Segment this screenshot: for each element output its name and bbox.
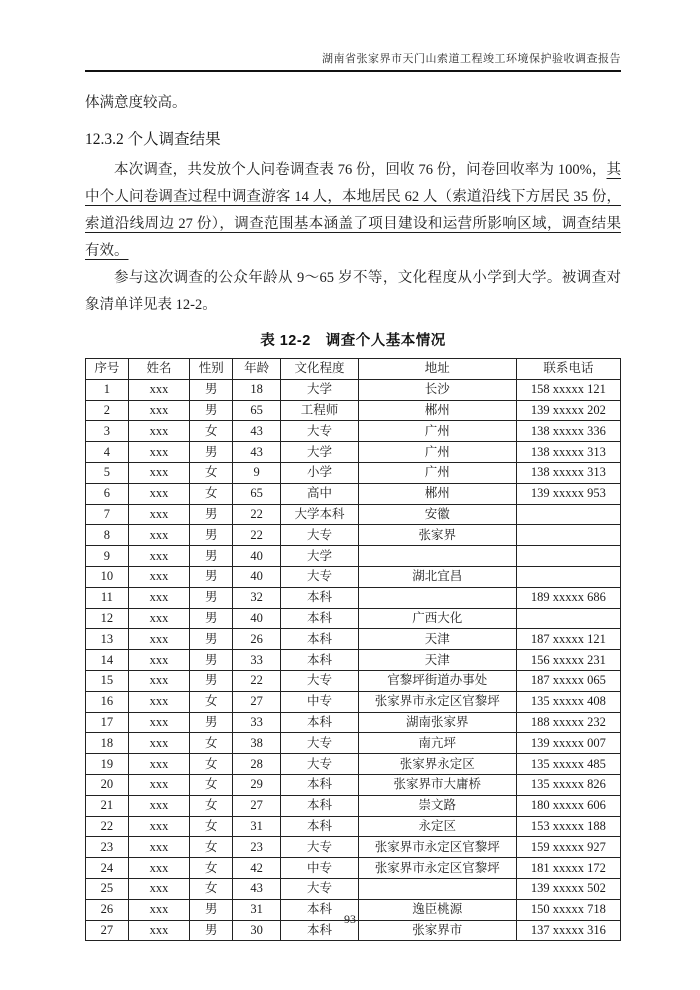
paragraph-survey-summary-normal: 本次调查，共发放个人问卷调查表 76 份，回收 76 份，问卷回收率为 100%， — [114, 162, 607, 178]
table-cell: 15 — [86, 670, 129, 691]
table-cell: xxx — [128, 712, 190, 733]
table-cell: 12 — [86, 608, 129, 629]
table-cell: 男 — [190, 650, 233, 671]
table-cell: 43 — [233, 878, 281, 899]
table-cell: xxx — [128, 816, 190, 837]
table-cell: 24 — [86, 858, 129, 879]
table-cell: 1 — [86, 379, 129, 400]
table-cell: xxx — [128, 608, 190, 629]
table-cell: xxx — [128, 442, 190, 463]
table-cell: xxx — [128, 858, 190, 879]
page-number: 93 — [344, 912, 356, 926]
table-cell: 男 — [190, 546, 233, 567]
table-cell: 22 — [233, 670, 281, 691]
table-cell: 小学 — [281, 462, 359, 483]
table-cell: 27 — [233, 795, 281, 816]
table-cell: 男 — [190, 525, 233, 546]
table-cell: 7 — [86, 504, 129, 525]
table-cell: 18 — [233, 379, 281, 400]
running-header: 湖南省张家界市天门山索道工程竣工环境保护验收调查报告 — [322, 53, 621, 65]
table-header-cell: 姓名 — [128, 359, 190, 380]
table-cell: 崇文路 — [358, 795, 516, 816]
table-cell: 广州 — [358, 462, 516, 483]
table-cell: 135 xxxxx 826 — [516, 774, 620, 795]
table-cell: 23 — [233, 837, 281, 858]
table-cell: xxx — [128, 920, 190, 941]
table-cell: 18 — [86, 733, 129, 754]
table-cell: xxx — [128, 421, 190, 442]
table-cell — [516, 504, 620, 525]
table-cell: 153 xxxxx 188 — [516, 816, 620, 837]
section-heading: 12.3.2 个人调查结果 — [85, 131, 221, 148]
table-cell — [358, 587, 516, 608]
table-row — [86, 629, 621, 650]
table-cell: 135 xxxxx 485 — [516, 754, 620, 775]
table-cell: 27 — [86, 920, 129, 941]
table-cell: 女 — [190, 837, 233, 858]
table-cell: xxx — [128, 670, 190, 691]
table-cell: 22 — [233, 504, 281, 525]
table-cell: 本科 — [281, 774, 359, 795]
table-row — [86, 670, 621, 691]
table-row — [86, 691, 621, 712]
table-cell: 31 — [233, 816, 281, 837]
table-row — [86, 650, 621, 671]
table-cell: 男 — [190, 608, 233, 629]
table-cell: 138 xxxxx 313 — [516, 442, 620, 463]
table-cell: 5 — [86, 462, 129, 483]
table-cell: 中专 — [281, 691, 359, 712]
table-cell: 31 — [233, 899, 281, 920]
table-cell: 女 — [190, 774, 233, 795]
table-cell: xxx — [128, 546, 190, 567]
table-cell: 长沙 — [358, 379, 516, 400]
table-cell: xxx — [128, 878, 190, 899]
table-cell: 9 — [233, 462, 281, 483]
table-cell: 男 — [190, 587, 233, 608]
table-cell: 19 — [86, 754, 129, 775]
table-cell: 大学 — [281, 379, 359, 400]
table-cell: 33 — [233, 712, 281, 733]
table-cell: 大专 — [281, 421, 359, 442]
table-header-cell: 性别 — [190, 359, 233, 380]
table-cell: 181 xxxxx 172 — [516, 858, 620, 879]
table-cell: 27 — [233, 691, 281, 712]
table-cell: 张家界永定区 — [358, 754, 516, 775]
table-cell: 女 — [190, 878, 233, 899]
table-cell: 40 — [233, 566, 281, 587]
table-row — [86, 379, 621, 400]
table-cell: 官黎坪街道办事处 — [358, 670, 516, 691]
table-cell: 150 xxxxx 718 — [516, 899, 620, 920]
table-cell: 张家界市永定区官黎坪 — [358, 837, 516, 858]
table-row — [86, 442, 621, 463]
table-cell — [516, 525, 620, 546]
table-cell: 天津 — [358, 650, 516, 671]
table-row — [86, 774, 621, 795]
table-cell: 天津 — [358, 629, 516, 650]
table-cell: 女 — [190, 691, 233, 712]
table-cell: 本科 — [281, 650, 359, 671]
table-cell: 本科 — [281, 816, 359, 837]
table-cell: 22 — [233, 525, 281, 546]
table-row — [86, 462, 621, 483]
table-cell: 女 — [190, 483, 233, 504]
table-cell: xxx — [128, 733, 190, 754]
table-cell: 16 — [86, 691, 129, 712]
table-row — [86, 712, 621, 733]
table-cell: 11 — [86, 587, 129, 608]
table-cell: 本科 — [281, 899, 359, 920]
table-cell: xxx — [128, 400, 190, 421]
header-rule-divider — [85, 70, 621, 72]
table-cell: 156 xxxxx 231 — [516, 650, 620, 671]
table-row — [86, 795, 621, 816]
table-cell: 28 — [233, 754, 281, 775]
table-cell: 大学 — [281, 442, 359, 463]
table-cell: 137 xxxxx 316 — [516, 920, 620, 941]
lead-paragraph: 体满意度较高。 — [85, 95, 187, 111]
table-cell: 男 — [190, 400, 233, 421]
table-cell: 3 — [86, 421, 129, 442]
table-cell: 男 — [190, 899, 233, 920]
table-cell — [358, 878, 516, 899]
table-cell: 男 — [190, 504, 233, 525]
table-cell — [516, 566, 620, 587]
table-cell: 42 — [233, 858, 281, 879]
table-cell: 26 — [233, 629, 281, 650]
table-cell: 广州 — [358, 442, 516, 463]
table-cell: xxx — [128, 754, 190, 775]
table-cell: 139 xxxxx 502 — [516, 878, 620, 899]
table-cell: 大专 — [281, 670, 359, 691]
table-row — [86, 733, 621, 754]
table-cell: 本科 — [281, 920, 359, 941]
table-cell: 32 — [233, 587, 281, 608]
table-cell: 女 — [190, 795, 233, 816]
table-row — [86, 816, 621, 837]
table-cell: xxx — [128, 795, 190, 816]
table-cell: 郴州 — [358, 400, 516, 421]
table-cell: 湖南张家界 — [358, 712, 516, 733]
table-cell: 男 — [190, 442, 233, 463]
table-cell: 26 — [86, 899, 129, 920]
table-cell — [358, 546, 516, 567]
table-cell: 43 — [233, 421, 281, 442]
table-cell: 永定区 — [358, 816, 516, 837]
table-cell: 65 — [233, 400, 281, 421]
table-cell: xxx — [128, 691, 190, 712]
table-cell: 女 — [190, 754, 233, 775]
table-cell: 本科 — [281, 712, 359, 733]
table-row — [86, 546, 621, 567]
table-cell: 本科 — [281, 629, 359, 650]
table-cell: xxx — [128, 774, 190, 795]
table-cell: xxx — [128, 462, 190, 483]
table-row — [86, 566, 621, 587]
table-cell: 43 — [233, 442, 281, 463]
table-cell: xxx — [128, 525, 190, 546]
table-cell: xxx — [128, 587, 190, 608]
table-cell: 40 — [233, 546, 281, 567]
table-cell: 大专 — [281, 733, 359, 754]
table-cell: 大学 — [281, 546, 359, 567]
table-cell: 南亢坪 — [358, 733, 516, 754]
table-cell: 本科 — [281, 795, 359, 816]
table-cell: 2 — [86, 400, 129, 421]
table-cell: 大专 — [281, 525, 359, 546]
table-cell: 4 — [86, 442, 129, 463]
table-cell: 广西大化 — [358, 608, 516, 629]
table-cell: 139 xxxxx 953 — [516, 483, 620, 504]
table-cell: 65 — [233, 483, 281, 504]
paragraph-survey-summary — [85, 157, 621, 265]
table-row — [86, 483, 621, 504]
table-cell: 男 — [190, 566, 233, 587]
table-cell: 湖北宜昌 — [358, 566, 516, 587]
table-row — [86, 858, 621, 879]
page-content — [85, 0, 621, 941]
table-cell: 13 — [86, 629, 129, 650]
table-cell: xxx — [128, 899, 190, 920]
table-cell: 40 — [233, 608, 281, 629]
table-header-cell: 年龄 — [233, 359, 281, 380]
table-cell: xxx — [128, 379, 190, 400]
table-cell: xxx — [128, 483, 190, 504]
survey-table-header — [86, 359, 621, 380]
table-row — [86, 754, 621, 775]
table-cell — [516, 546, 620, 567]
table-cell: 139 xxxxx 202 — [516, 400, 620, 421]
table-cell: 郴州 — [358, 483, 516, 504]
table-cell: 29 — [233, 774, 281, 795]
table-cell: 180 xxxxx 606 — [516, 795, 620, 816]
table-cell: 大专 — [281, 878, 359, 899]
paragraph-respondent-range: 参与这次调查的公众年龄从 9～65 岁不等，文化程度从小学到大学。被调查对象清单详见表 12-2。 — [85, 270, 621, 313]
table-cell: 10 — [86, 566, 129, 587]
table-cell: 9 — [86, 546, 129, 567]
table-cell: 男 — [190, 629, 233, 650]
table-cell: 女 — [190, 462, 233, 483]
table-cell: 大专 — [281, 837, 359, 858]
table-header-cell: 序号 — [86, 359, 129, 380]
table-header-cell: 联系电话 — [516, 359, 620, 380]
table-header-cell: 地址 — [358, 359, 516, 380]
table-header-row — [86, 359, 621, 380]
table-cell: 男 — [190, 712, 233, 733]
table-cell: xxx — [128, 566, 190, 587]
table-cell: 189 xxxxx 686 — [516, 587, 620, 608]
table-row — [86, 525, 621, 546]
table-cell: 男 — [190, 379, 233, 400]
table-cell: 张家界市永定区官黎坪 — [358, 858, 516, 879]
table-cell: 本科 — [281, 587, 359, 608]
table-cell: 30 — [233, 920, 281, 941]
table-cell: 高中 — [281, 483, 359, 504]
table-cell: 187 xxxxx 065 — [516, 670, 620, 691]
table-cell: 22 — [86, 816, 129, 837]
table-cell: 女 — [190, 858, 233, 879]
table-caption: 表 12-2 调查个人基本情况 — [260, 333, 446, 349]
table-cell: 张家界 — [358, 525, 516, 546]
table-cell: 38 — [233, 733, 281, 754]
survey-table-body — [86, 379, 621, 941]
table-header-cell: 文化程度 — [281, 359, 359, 380]
table-cell: 33 — [233, 650, 281, 671]
table-cell: 男 — [190, 920, 233, 941]
paragraph-survey-summary-underlined: 其中个人问卷调查过程中调查游客 14 人，本地居民 62 人（索道沿线下方居民 35 份，索道沿线周边 27 份），调查范围基本涵盖了项目建设和运营所影响区域，调查结果有效。 — [85, 162, 621, 259]
table-cell: 安徽 — [358, 504, 516, 525]
table-cell: 张家界市永定区官黎坪 — [358, 691, 516, 712]
table-cell: 135 xxxxx 408 — [516, 691, 620, 712]
table-cell: 20 — [86, 774, 129, 795]
table-cell: xxx — [128, 629, 190, 650]
table-cell: 女 — [190, 816, 233, 837]
table-row — [86, 421, 621, 442]
table-cell: 139 xxxxx 007 — [516, 733, 620, 754]
table-cell: 张家界市大庸桥 — [358, 774, 516, 795]
table-cell: 大学本科 — [281, 504, 359, 525]
table-cell: 21 — [86, 795, 129, 816]
survey-table — [85, 358, 621, 941]
table-row — [86, 608, 621, 629]
table-cell: xxx — [128, 837, 190, 858]
table-cell: 6 — [86, 483, 129, 504]
table-cell — [516, 608, 620, 629]
table-cell: xxx — [128, 504, 190, 525]
table-cell: 23 — [86, 837, 129, 858]
table-cell: 男 — [190, 670, 233, 691]
table-cell: 工程师 — [281, 400, 359, 421]
table-cell: 158 xxxxx 121 — [516, 379, 620, 400]
table-cell: 广州 — [358, 421, 516, 442]
table-cell: 本科 — [281, 608, 359, 629]
table-cell: 大专 — [281, 754, 359, 775]
table-cell: 大专 — [281, 566, 359, 587]
table-cell: 中专 — [281, 858, 359, 879]
table-row — [86, 504, 621, 525]
table-cell: 25 — [86, 878, 129, 899]
table-row — [86, 837, 621, 858]
table-row — [86, 400, 621, 421]
table-cell: 女 — [190, 421, 233, 442]
table-cell: 14 — [86, 650, 129, 671]
table-cell: 17 — [86, 712, 129, 733]
table-cell: 188 xxxxx 232 — [516, 712, 620, 733]
table-cell: 女 — [190, 733, 233, 754]
table-cell: 138 xxxxx 313 — [516, 462, 620, 483]
table-cell: 逸臣桃源 — [358, 899, 516, 920]
table-cell: 张家界市 — [358, 920, 516, 941]
table-cell: 159 xxxxx 927 — [516, 837, 620, 858]
table-row — [86, 878, 621, 899]
table-cell: xxx — [128, 650, 190, 671]
table-cell: 8 — [86, 525, 129, 546]
table-row — [86, 587, 621, 608]
table-cell: 138 xxxxx 336 — [516, 421, 620, 442]
table-cell: 187 xxxxx 121 — [516, 629, 620, 650]
